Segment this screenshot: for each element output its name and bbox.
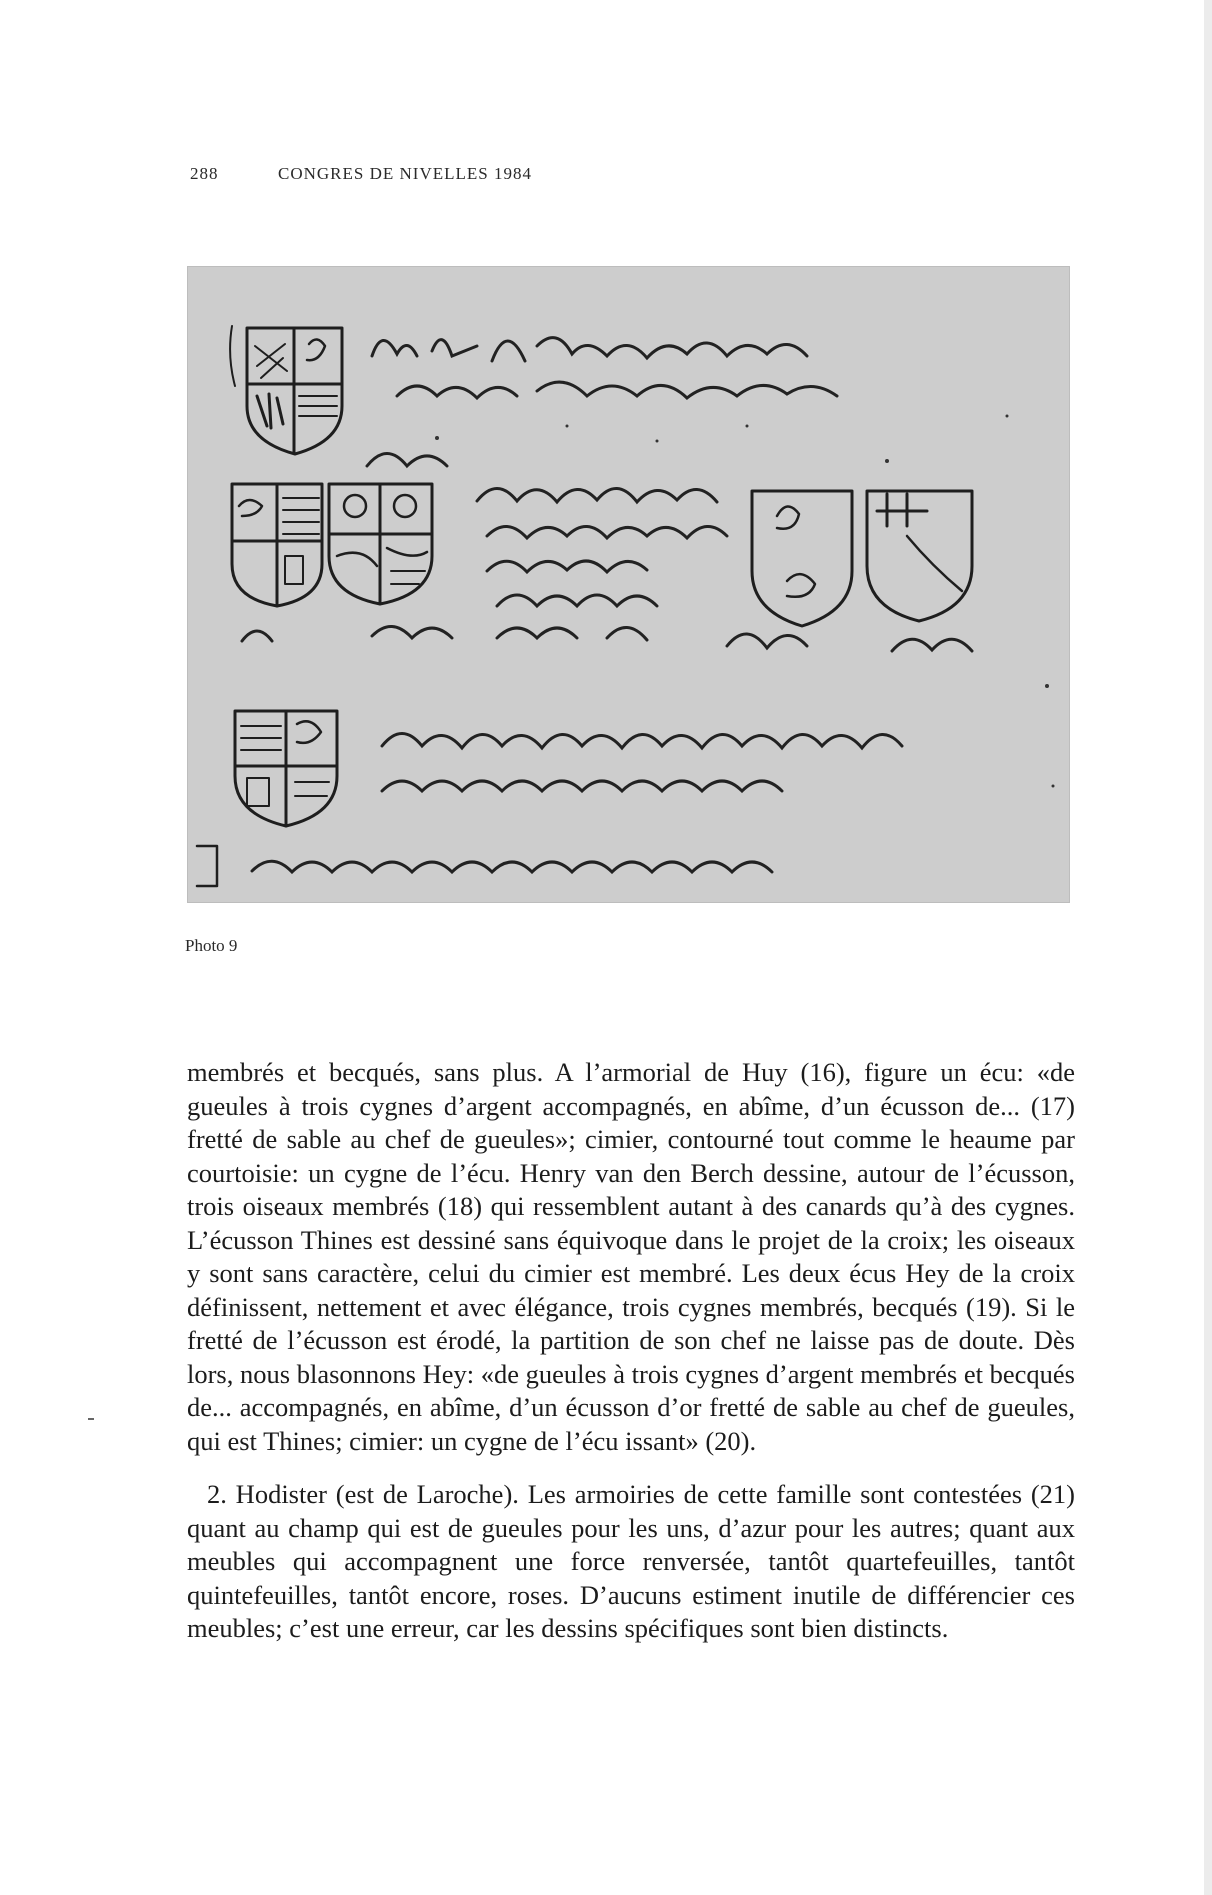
photo-caption: Photo 9 [185,936,238,955]
page-number: 288 [190,164,219,183]
paragraph-2: 2. Hodister (est de Laroche). Les armoiries de cette famille sont contestées (21) quant au champ qui est de gueules pour les uns, d’azur pour les autres; quant aux meubles qui accompagnent une force renversée, tantôt quartefeuilles, tantôt quintefeuilles, tantôt encore, roses. D’aucuns estiment inutile de différencier ces meubles; c’est une erreur, car les dessins spécifiques sont bien distincts. [187,1479,1075,1643]
manuscript-photo [187,266,1070,903]
running-head-title: CONGRES DE NIVELLES 1984 [278,164,532,183]
manuscript-armorial-drawing [187,266,1070,903]
body-text [187,1056,1075,1646]
paragraph-1: membrés et becqués, sans plus. A l’armorial de Huy (16), figure un écu: «de gueules à trois cygnes d’argent accompagnés, en abîme, d’un écusson de... (17) fretté de sable au chef de gueules»; cimier, contourné tout comme le heaume par courtoisie: un cygne de l’écu. Henry van den Berch dessine, autour de l’écusson, trois oiseaux membrés (18) qui ressemblent autant à des canards qu’à des cygnes. L’écusson Thines est dessiné sans équivoque dans le projet de la croix; les oiseaux y sont sans caractère, celui du cimier est membré. Les deux écus Hey de la croix définissent, nettement et avec élégance, trois cygnes membrés, becqués (19). Si le fretté de l’écusson est érodé, la partition de son chef ne laisse pas de doute. Dès lors, nous blasonnons Hey: «de gueules à trois cygnes d’argent membrés et becqués de... accompagnés, en abîme, d’un écusson d’or fretté de sable au chef de gueules, qui est Thines; cimier: un cygne de l’écu issant» (20). [187,1057,1075,1456]
stray-mark [88,1418,94,1420]
running-head [190,164,532,184]
